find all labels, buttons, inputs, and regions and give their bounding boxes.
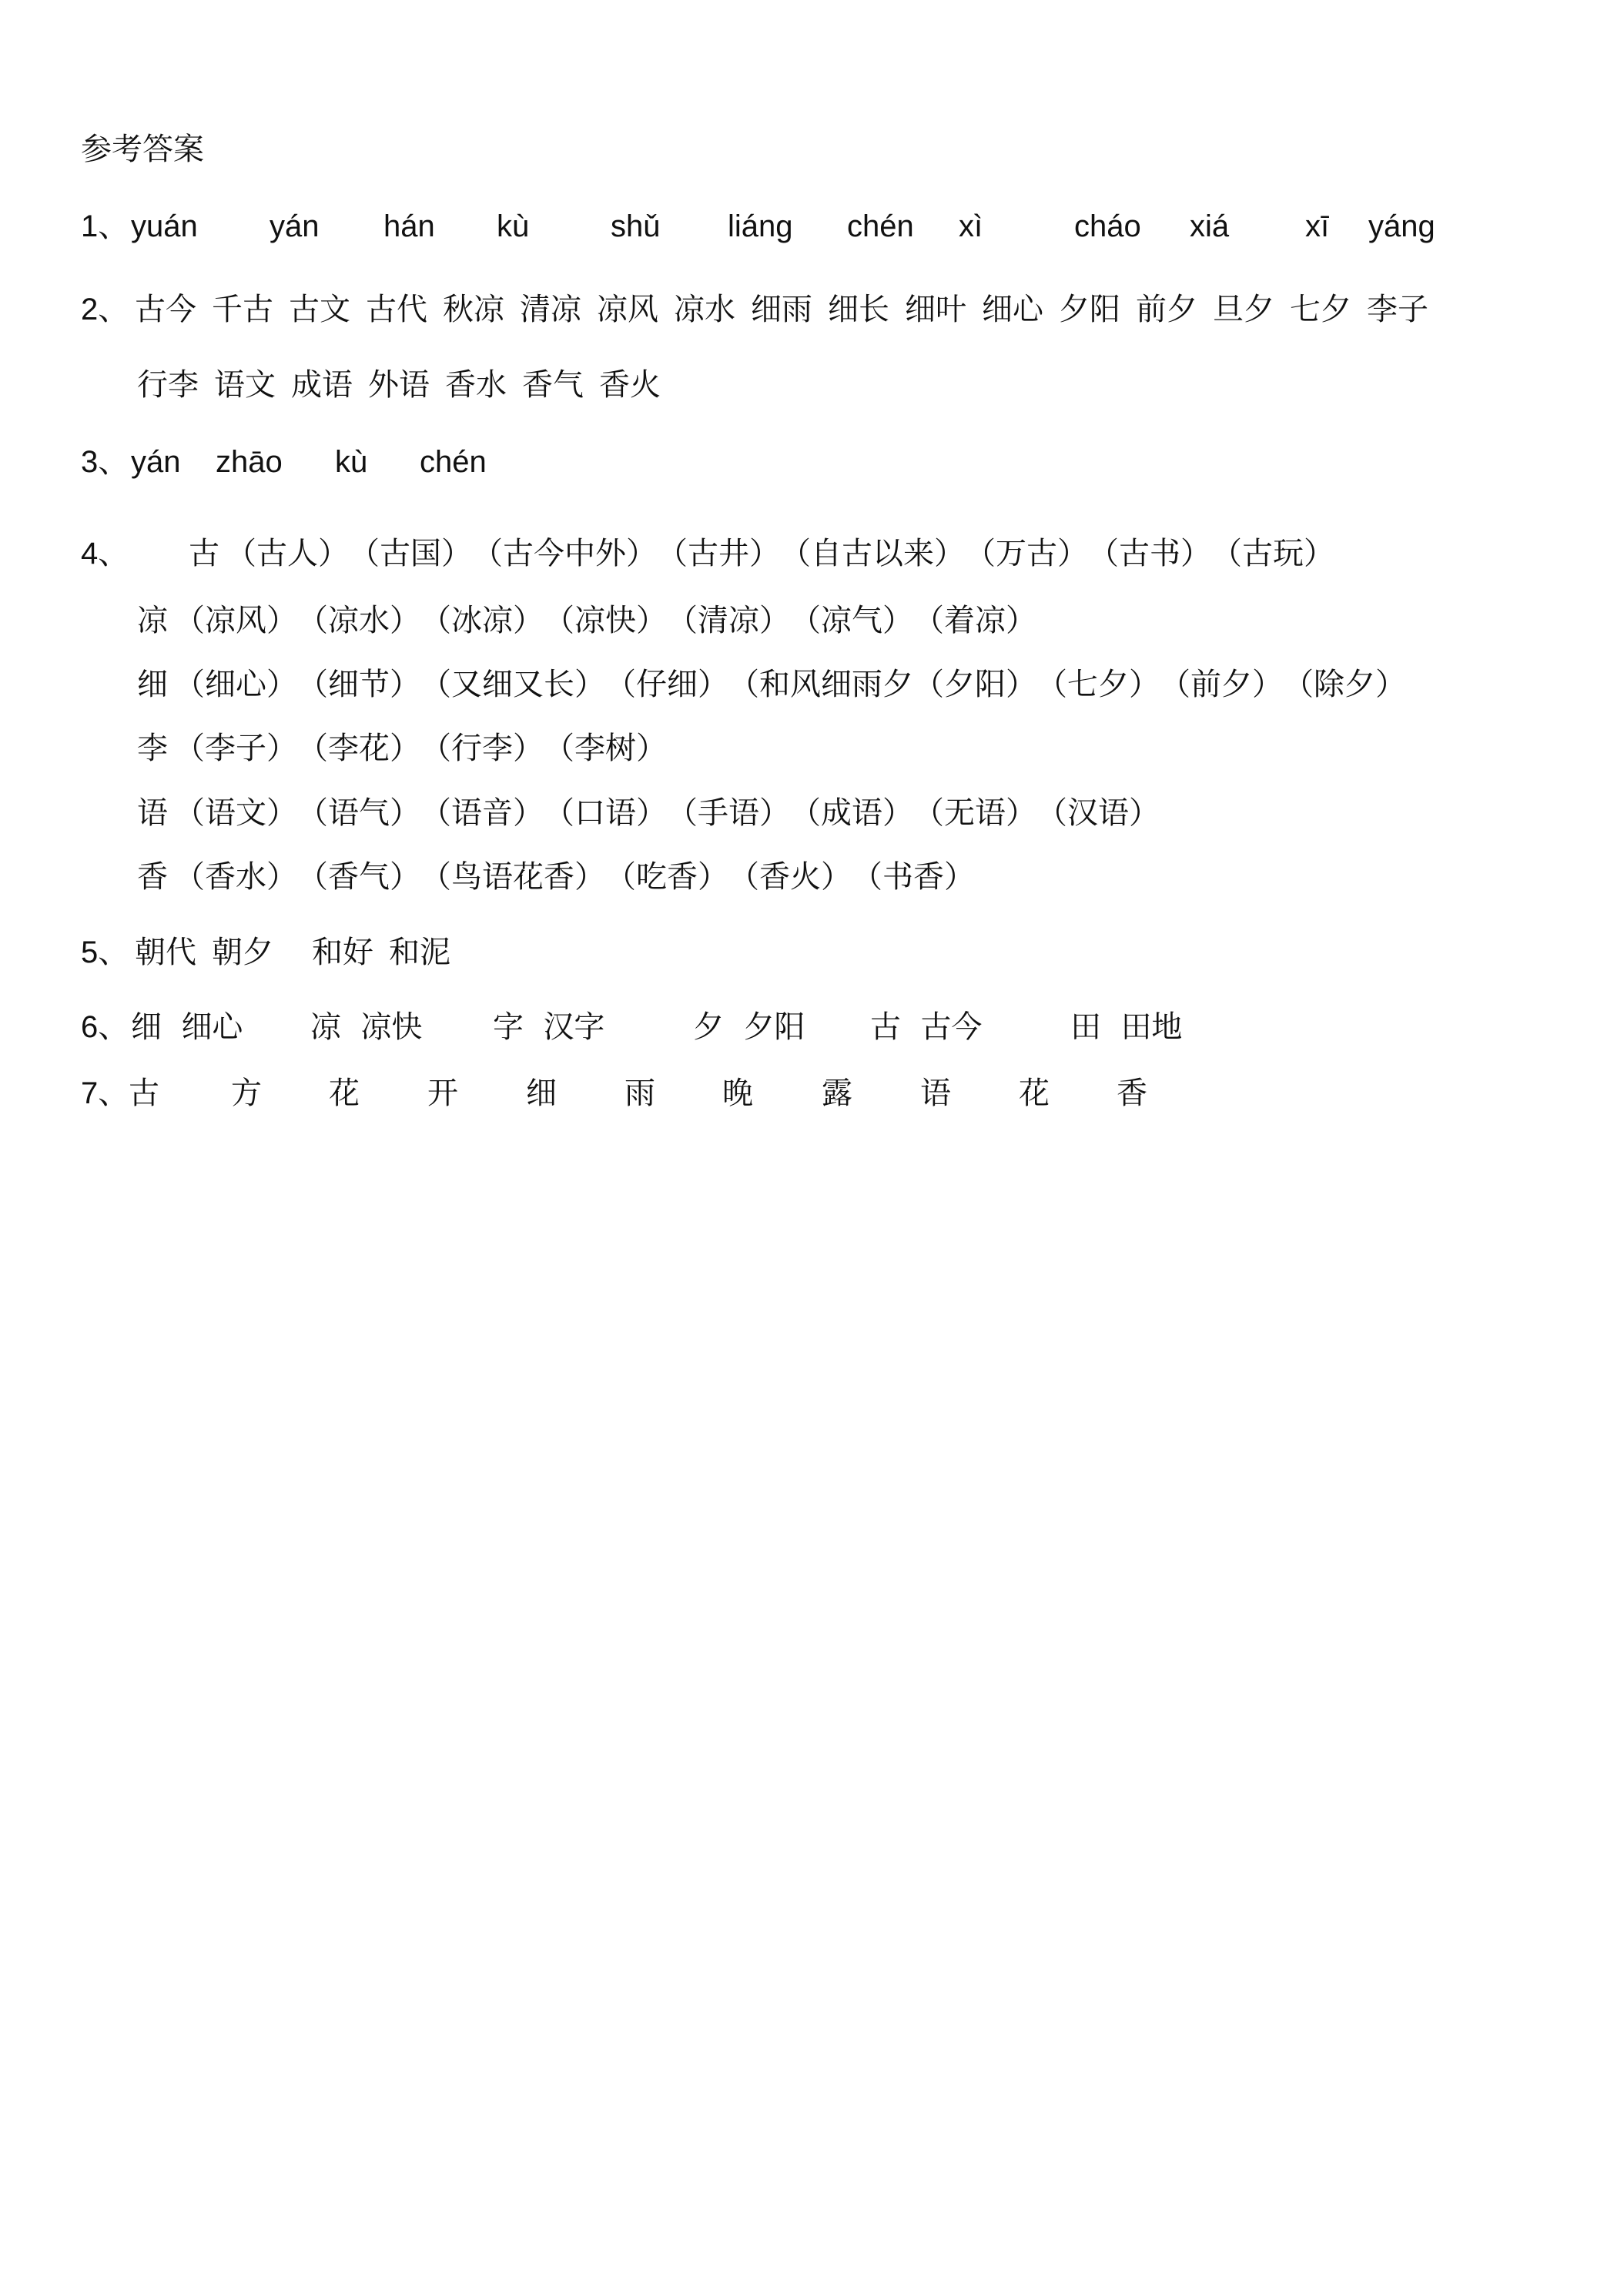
- word-item: （香火）: [728, 859, 852, 895]
- word-item: 古今: [135, 292, 196, 327]
- pinyin-item: hán: [383, 209, 435, 243]
- head-char: 古: [189, 536, 219, 571]
- word-item: （行李）: [420, 731, 544, 766]
- word-item: （古人）: [226, 536, 349, 571]
- pair-char: 凉: [310, 1009, 341, 1045]
- head-char: 语: [137, 795, 168, 831]
- word-item: （古国）: [349, 536, 472, 571]
- answer-4-row-6: [137, 858, 975, 895]
- word-item: 古文: [289, 292, 350, 327]
- pair-char: 古: [870, 1009, 901, 1045]
- word-item: （无语）: [913, 795, 1036, 831]
- pinyin-item: chén: [847, 209, 914, 243]
- char-word-pair: [493, 1009, 604, 1046]
- word-item: （万古）: [965, 536, 1088, 571]
- word-item: （又细又长）: [420, 667, 605, 702]
- char-word-pair: [1070, 1009, 1182, 1046]
- char-item: 细: [526, 1076, 557, 1111]
- char-item: 方: [231, 1076, 262, 1111]
- pinyin-item: chén: [420, 445, 487, 479]
- answer-3-number: 3、: [81, 445, 129, 479]
- pinyin-item: yuán: [131, 209, 198, 243]
- word-item: （鸟语花香）: [420, 859, 605, 895]
- pair-word: 细心: [181, 1009, 243, 1045]
- word-item: 旦夕: [1213, 292, 1274, 327]
- word-item: 香火: [599, 367, 661, 403]
- answer-4-row-2: [137, 602, 1036, 639]
- char-item: 语: [920, 1076, 951, 1111]
- pair-word: 田地: [1120, 1009, 1183, 1045]
- word-item: （仔细）: [605, 667, 728, 702]
- word-item: 夕阳: [1059, 292, 1120, 327]
- char-item: 开: [427, 1076, 458, 1111]
- word-item: （古今中外）: [472, 536, 657, 571]
- word-item: （香气）: [297, 859, 420, 895]
- pinyin-item: yán: [131, 445, 181, 479]
- word-item: 和好: [312, 935, 373, 970]
- char-word-pair: [310, 1009, 422, 1046]
- word-item: （前夕）: [1160, 667, 1283, 702]
- word-item: 香水: [445, 367, 507, 403]
- word-item: （细节）: [297, 667, 420, 702]
- answer-6: [81, 1009, 1183, 1046]
- answer-4-row-3: [137, 666, 1406, 703]
- word-item: （语音）: [420, 795, 544, 831]
- word-item: 清凉: [520, 292, 581, 327]
- char-item: 花: [1019, 1076, 1050, 1111]
- answer-6-number: 6、: [81, 1010, 129, 1044]
- word-item: 成语: [291, 367, 353, 403]
- answer-2-line-2: [137, 366, 676, 403]
- word-item: （古井）: [657, 536, 780, 571]
- word-item: （夕阳）: [913, 667, 1036, 702]
- word-item: （除夕）: [1283, 667, 1406, 702]
- answer-5-number: 5、: [81, 935, 129, 969]
- answer-2-number: 2、: [81, 293, 129, 326]
- pinyin-item: cháo: [1074, 209, 1141, 243]
- word-item: （细心）: [174, 667, 297, 702]
- word-item: （李花）: [297, 731, 420, 766]
- word-item: 细长: [828, 292, 889, 327]
- word-item: （古书）: [1088, 536, 1211, 571]
- pair-word: 夕阳: [743, 1009, 805, 1045]
- word-item: （凉快）: [544, 603, 667, 638]
- pinyin-item: kù: [335, 445, 368, 479]
- word-item: （口语）: [544, 795, 667, 831]
- char-item: 古: [129, 1076, 159, 1111]
- head-char: 凉: [137, 603, 168, 638]
- word-item: 外语: [368, 367, 430, 403]
- answer-3: [81, 443, 487, 480]
- char-item: 雨: [624, 1076, 655, 1111]
- word-item: （书香）: [852, 859, 975, 895]
- answer-5: [81, 934, 466, 971]
- word-item: （语气）: [297, 795, 420, 831]
- pinyin-item: xī: [1305, 209, 1330, 243]
- answer-1: [81, 208, 1435, 245]
- pinyin-item: yán: [270, 209, 320, 243]
- char-word-pair: [693, 1009, 805, 1046]
- pinyin-item: xì: [959, 209, 983, 243]
- word-item: （李树）: [544, 731, 667, 766]
- answer-4-number: 4、: [81, 537, 129, 571]
- word-item: （古玩）: [1211, 536, 1334, 571]
- char-item: 花: [329, 1076, 360, 1111]
- word-item: （成语）: [790, 795, 913, 831]
- word-item: （七夕）: [1036, 667, 1160, 702]
- answer-1-number: 1、: [81, 209, 129, 243]
- answer-4-row-5: [137, 795, 1160, 832]
- word-item: 李子: [1367, 292, 1428, 327]
- pair-char: 细: [131, 1009, 162, 1045]
- char-word-pair: [870, 1009, 982, 1046]
- pinyin-item: shǔ: [611, 209, 661, 243]
- word-item: （手语）: [667, 795, 790, 831]
- word-item: （冰凉）: [420, 603, 544, 638]
- word-item: （凉水）: [297, 603, 420, 638]
- word-item: （自古以来）: [780, 536, 965, 571]
- pinyin-item: yáng: [1368, 209, 1435, 243]
- answer-2-line-1: [81, 291, 1444, 328]
- word-item: 语文: [214, 367, 276, 403]
- word-item: （汉语）: [1036, 795, 1160, 831]
- answer-4-row-1: [81, 535, 1334, 572]
- word-item: 细雨: [751, 292, 812, 327]
- word-item: 朝夕: [212, 935, 273, 970]
- char-item: 晚: [722, 1076, 753, 1111]
- page-title: 参考答案: [81, 132, 204, 167]
- word-item: 朝代: [135, 935, 196, 970]
- pair-word: 凉快: [360, 1009, 423, 1045]
- word-item: 七夕: [1290, 292, 1351, 327]
- word-item: 细叶: [905, 292, 966, 327]
- word-item: （着凉）: [913, 603, 1036, 638]
- word-item: （凉风）: [174, 603, 297, 638]
- pair-char: 夕: [693, 1009, 724, 1045]
- word-item: 千古: [212, 292, 273, 327]
- char-item: 香: [1117, 1076, 1147, 1111]
- word-item: （和风细雨夕: [728, 667, 913, 702]
- pair-word: 古今: [920, 1009, 983, 1045]
- answer-7: [81, 1075, 1147, 1112]
- word-item: 古代: [366, 292, 427, 327]
- word-item: 前夕: [1136, 292, 1197, 327]
- word-item: 细心: [982, 292, 1043, 327]
- word-item: 行李: [137, 367, 199, 403]
- head-char: 李: [137, 731, 168, 766]
- word-item: 香气: [522, 367, 584, 403]
- pair-char: 田: [1070, 1009, 1101, 1045]
- pinyin-item: xiá: [1190, 209, 1230, 243]
- word-item: （李子）: [174, 731, 297, 766]
- answer-7-number: 7、: [81, 1076, 129, 1110]
- word-item: 凉风: [597, 292, 658, 327]
- char-word-pair: [131, 1009, 243, 1046]
- answer-4-row-4: [137, 730, 667, 767]
- pair-char: 字: [493, 1009, 524, 1045]
- pair-word: 汉字: [543, 1009, 605, 1045]
- head-char: 细: [137, 667, 168, 702]
- word-item: 和泥: [389, 935, 450, 970]
- pinyin-item: liáng: [728, 209, 793, 243]
- pinyin-item: kù: [497, 209, 530, 243]
- word-item: 秋凉: [443, 292, 504, 327]
- word-item: （清凉）: [667, 603, 790, 638]
- pinyin-item: zhāo: [216, 445, 283, 479]
- head-char: 香: [137, 859, 168, 895]
- word-item: （凉气）: [790, 603, 913, 638]
- word-item: （吃香）: [605, 859, 728, 895]
- word-item: 凉水: [674, 292, 735, 327]
- word-item: （语文）: [174, 795, 297, 831]
- char-item: 露: [822, 1076, 852, 1111]
- word-item: （香水）: [174, 859, 297, 895]
